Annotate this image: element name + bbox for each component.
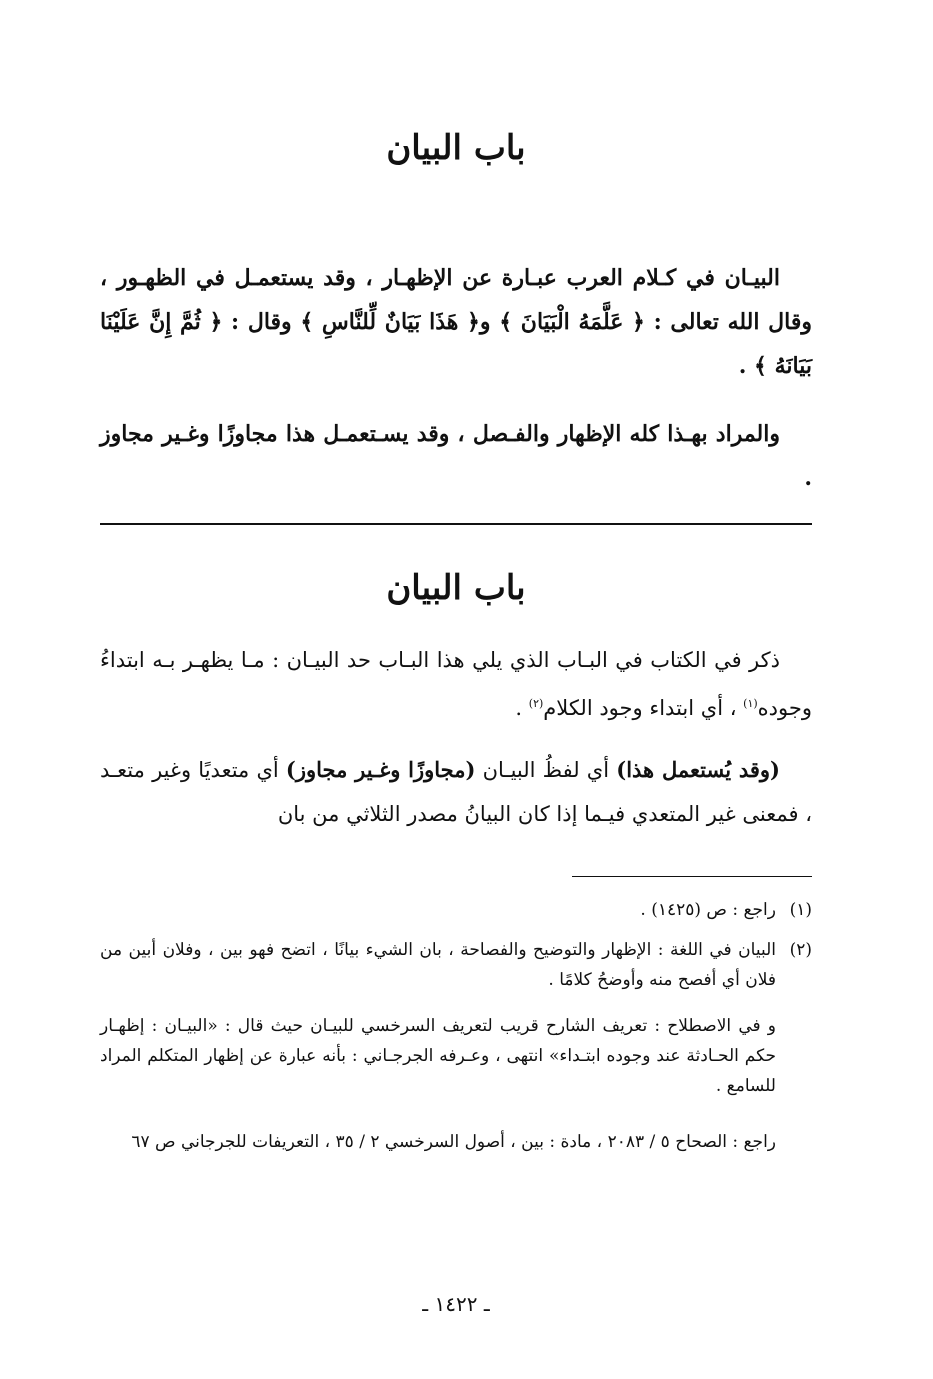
commentary-text: أي متعديًا وغير متعـد ، فمعنى غير المتعدي فيـما إذا كان البيانُ مصدر الثلاثي من بان [100,758,812,826]
footnote-number: (١) [789,900,812,920]
quoted-matn: (مجاوزًا وغـير مجاوز) [285,757,476,782]
commentary-text: ، أي ابتداء وجود الكلام [543,696,744,720]
footnote-2 [100,935,812,995]
commentary-text: أي لفظُ البيـان [475,758,617,782]
commentary-text: ذكر في الكتاب في البـاب الذي يلي هذا البـاب حد البيـان : مـا يظهـر بـه ابتداءُ وجوده [100,648,812,720]
footnote-ref-1[interactable]: (١) [743,697,758,710]
paragraph-1: البيـان في كـلام العرب عبـارة عن الإظهـار ، وقد يستعمـل في الظهـور ، وقال الله تعالى : ﴿ عَلَّمَهُ الْبَيَانَ ﴾ و﴿ هَذَا بَيَانٌ لِّلنَّاسِ ﴾ وقال : ﴿ ثُمَّ إِنَّ عَلَيْنَا بَيَانَهُ ﴾ . [100,265,812,379]
footnote-number: (٢) [789,940,812,960]
commentary-paragraph-1 [100,638,812,730]
commentary-paragraph-2 [100,748,812,836]
section-divider [100,523,812,525]
section-title-1: باب البيان [386,128,526,168]
footnote-1 [100,895,812,925]
paragraph-2: والمراد بهـذا كله الإظهار والفـصل ، وقد يسـتعمـل هذا مجاوزًا وغـير مجاوز . [100,421,812,491]
quoted-matn: (وقد يُستعمل هذا) [616,757,780,782]
commentary-text: . [515,696,529,720]
footnote-text: راجع : ص (١٤٢٥) . [640,900,776,920]
document-page [100,0,812,1379]
footnote-ref-2[interactable]: (٢) [528,697,544,710]
page-number: ـ ١٤٢٢ ـ [422,1292,490,1316]
footnote-text: البيان في اللغة : الإظهار والتوضيح والفصاحة ، بان الشيء بيانًا ، اتضح فهو بين ، وفلان أبين من فلان أي أفصح منه وأوضحُ كلامًا . [100,940,776,990]
footnote-2-references: راجع : الصحاح ٥ / ٢٠٨٣ ، مادة : بين ، أصول السرخسي ٢ / ٣٥ ، التعريفات للجرجاني ص ٦٧ [131,1132,776,1152]
section-title-2: باب البيان [386,568,526,608]
footnote-2-definition: و في الاصطلاح : تعريف الشارح قريب لتعريف السرخسي للبيـان حيث قال : «البيـان : إظهـار حكم الحـادثة عند وجوده ابتـداء» انتهى ، وعـرفه الجرجـاني : بأنه عبارة عن إظهار المتكلم المراد للسامع . [100,1016,776,1096]
footnote-divider [572,876,812,877]
